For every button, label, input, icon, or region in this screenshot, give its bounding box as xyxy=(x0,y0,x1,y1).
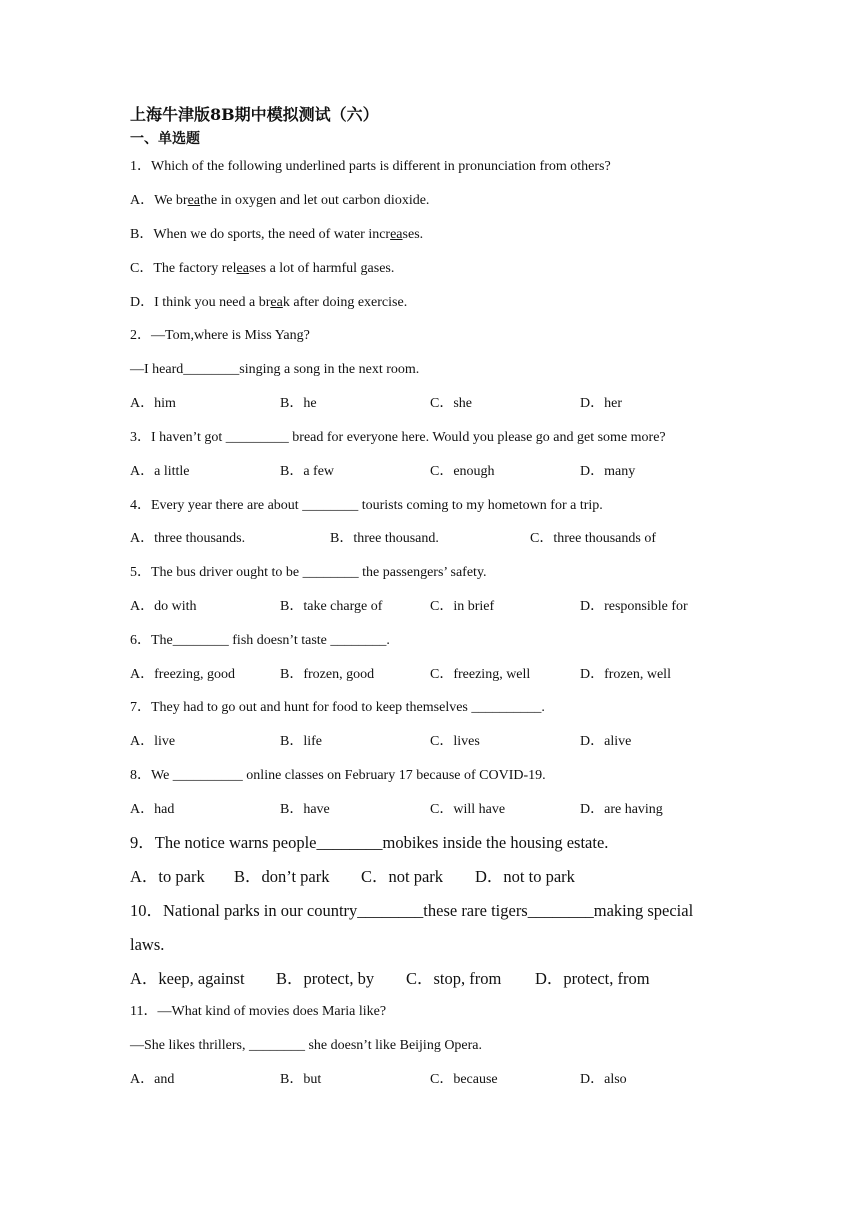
question-2-option-b[interactable]: B．he xyxy=(280,396,317,411)
question-10-stem: 10．National parks in our country________these rare tigers________making special xyxy=(130,901,694,920)
question-11-option-a[interactable]: A．and xyxy=(130,1072,175,1087)
question-4-option-a[interactable]: A．three thousands. xyxy=(130,531,246,546)
question-4-option-c[interactable]: C．three thousands of xyxy=(530,531,656,546)
question-5-option-b[interactable]: B．take charge of xyxy=(280,599,383,614)
question-6-option-a[interactable]: A．freezing, good xyxy=(130,667,235,682)
question-7-option-d[interactable]: D．alive xyxy=(580,734,632,749)
question-1-option-d[interactable]: D．I think you need a break after doing exercise. xyxy=(130,295,408,310)
question-9-stem: 9．The notice warns people________mobikes inside the housing estate. xyxy=(130,833,609,852)
question-8-option-c[interactable]: C．will have xyxy=(430,802,506,817)
question-10-option-d[interactable]: D．protect, from xyxy=(535,969,650,988)
question-7-option-b[interactable]: B．life xyxy=(280,734,322,749)
question-3-stem: 3．I haven’t got _________ bread for everyone here. Would you please go and get some more? xyxy=(130,430,666,445)
question-1-stem: 1．Which of the following underlined parts is different in pronunciation from others? xyxy=(130,159,611,174)
question-6-option-d[interactable]: D．frozen, well xyxy=(580,667,671,682)
question-9-option-c[interactable]: C．not park xyxy=(361,867,444,886)
question-2-option-a[interactable]: A．him xyxy=(130,396,176,411)
question-7-stem: 7．They had to go out and hunt for food to keep themselves __________. xyxy=(130,700,545,715)
question-10-stem-cont: laws. xyxy=(130,935,165,954)
question-6-option-b[interactable]: B．frozen, good xyxy=(280,667,375,682)
question-1-option-b[interactable]: B．When we do sports, the need of water increases. xyxy=(130,227,424,242)
question-5-option-c[interactable]: C．in brief xyxy=(430,599,495,614)
question-10-option-c[interactable]: C．stop, from xyxy=(406,969,502,988)
question-10-option-b[interactable]: B．protect, by xyxy=(276,969,375,988)
question-9-option-b[interactable]: B．don’t park xyxy=(234,867,330,886)
question-9-option-d[interactable]: D．not to park xyxy=(475,867,575,886)
question-1-option-c[interactable]: C．The factory releases a lot of harmful gases. xyxy=(130,261,395,276)
section-heading: 一、单选题 xyxy=(130,131,200,147)
question-3-option-a[interactable]: A．a little xyxy=(130,464,190,479)
question-8-option-b[interactable]: B．have xyxy=(280,802,330,817)
question-2-option-d[interactable]: D．her xyxy=(580,396,622,411)
question-6-option-c[interactable]: C．freezing, well xyxy=(430,667,531,682)
question-1-option-a[interactable]: A．We breathe in oxygen and let out carbon dioxide. xyxy=(130,193,430,208)
question-7-option-a[interactable]: A．live xyxy=(130,734,176,749)
question-2-stem-line2: —I heard________singing a song in the next room. xyxy=(130,362,420,377)
question-11-option-b[interactable]: B．but xyxy=(280,1072,322,1087)
question-7-option-c[interactable]: C．lives xyxy=(430,734,480,749)
question-8-option-d[interactable]: D．are having xyxy=(580,802,663,817)
question-4-stem: 4．Every year there are about ________ tourists coming to my hometown for a trip. xyxy=(130,498,603,513)
question-11-stem-line2: —She likes thrillers, ________ she doesn’t like Beijing Opera. xyxy=(130,1038,483,1053)
question-9-option-a[interactable]: A．to park xyxy=(130,867,205,886)
question-5-option-a[interactable]: A．do with xyxy=(130,599,197,614)
question-8-stem: 8．We __________ online classes on February 17 because of COVID-19. xyxy=(130,768,546,783)
question-10-option-a[interactable]: A．keep, against xyxy=(130,969,245,988)
document-title: 上海牛津版8B期中模拟测试（六） xyxy=(130,105,379,124)
question-5-stem: 5．The bus driver ought to be ________ the passengers’ safety. xyxy=(130,565,487,580)
question-2-option-c[interactable]: C．she xyxy=(430,396,472,411)
question-3-option-c[interactable]: C．enough xyxy=(430,464,495,479)
question-3-option-b[interactable]: B．a few xyxy=(280,464,335,479)
question-11-stem: 11．—What kind of movies does Maria like? xyxy=(130,1004,387,1019)
question-11-option-c[interactable]: C．because xyxy=(430,1072,498,1087)
question-8-option-a[interactable]: A．had xyxy=(130,802,175,817)
question-4-option-b[interactable]: B．three thousand. xyxy=(330,531,439,546)
question-2-stem: 2．—Tom,where is Miss Yang? xyxy=(130,328,310,343)
question-3-option-d[interactable]: D．many xyxy=(580,464,636,479)
question-5-option-d[interactable]: D．responsible for xyxy=(580,599,688,614)
question-6-stem: 6．The________ fish doesn’t taste ________. xyxy=(130,633,390,648)
question-11-option-d[interactable]: D．also xyxy=(580,1072,627,1087)
